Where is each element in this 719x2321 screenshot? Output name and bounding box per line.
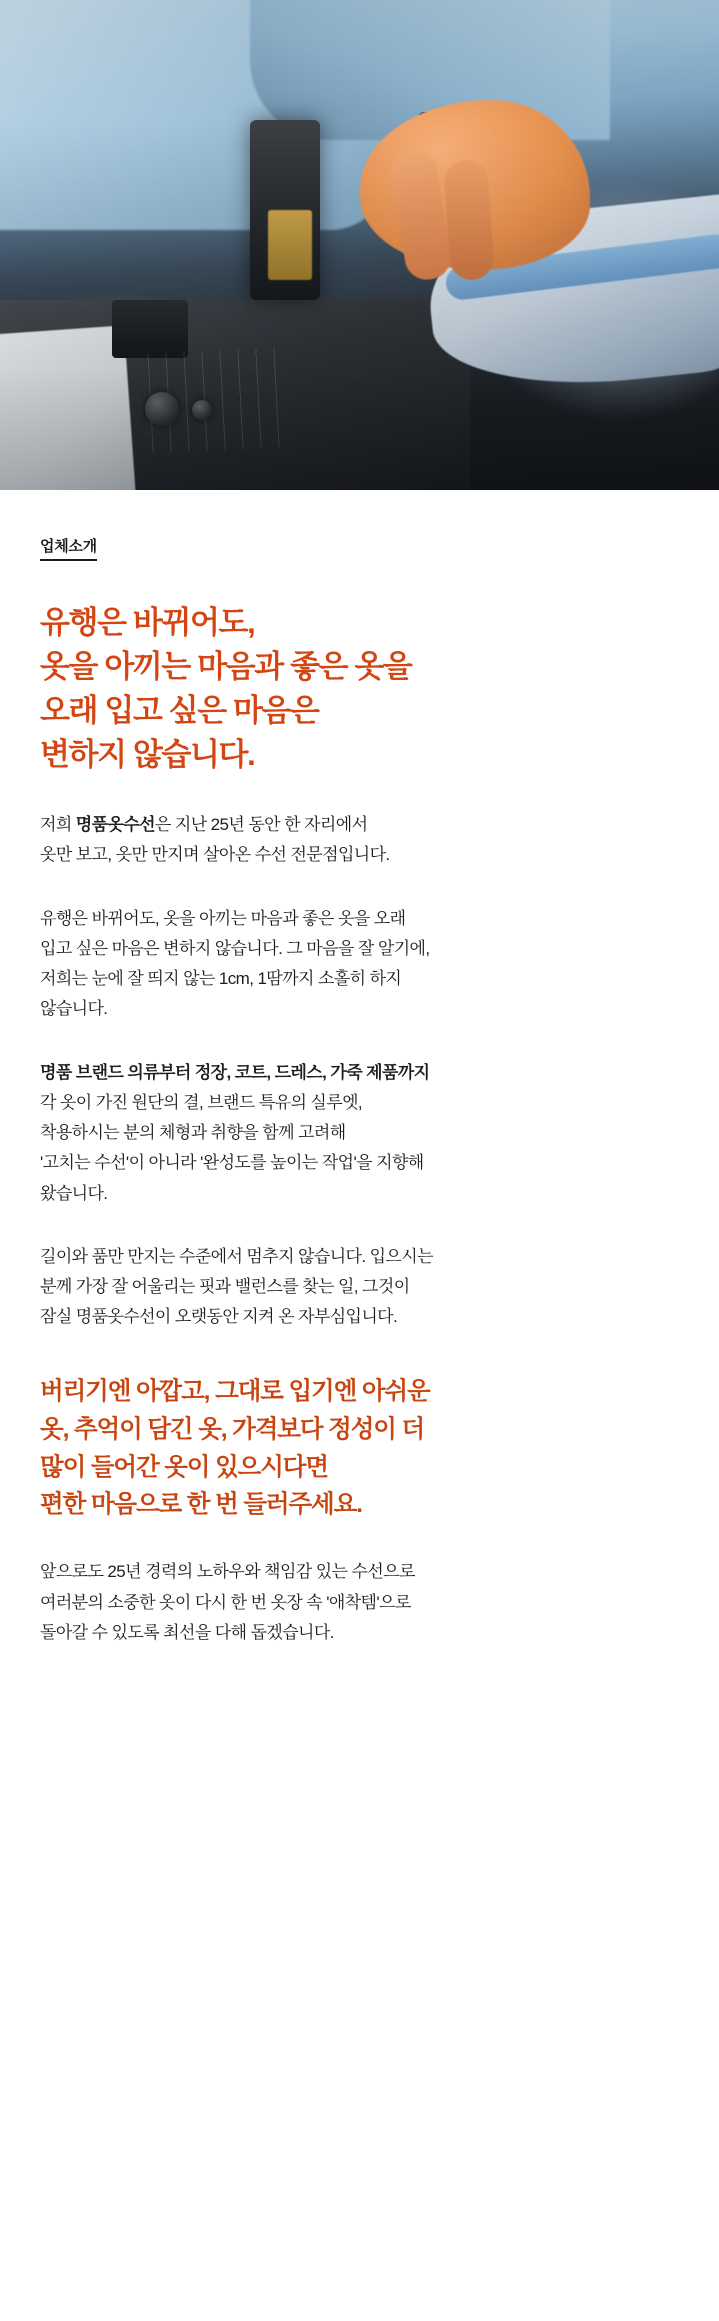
paragraph-mind — [40, 904, 679, 1025]
paragraph-mind-line-4: 않습니다. — [40, 999, 108, 1019]
paragraph-closing-line-1: 앞으로도 25년 경력의 노하우와 책임감 있는 수선으로 — [40, 1562, 415, 1582]
paragraph-scope-line-1 — [40, 1058, 679, 1088]
page-headline — [40, 601, 679, 777]
section-label: 업체소개 — [40, 536, 97, 561]
paragraph-mind-line-2: 입고 싶은 마음은 변하지 않습니다. 그 마음을 잘 알기에, — [40, 938, 430, 958]
headline-line-2: 옷을 아끼는 마음과 좋은 옷을 — [40, 649, 412, 685]
hero-image — [0, 0, 719, 490]
paragraph-mind-line-3: 저희는 눈에 잘 띄지 않는 1cm, 1땀까지 소홀히 하지 — [40, 969, 402, 989]
paragraph-pride-line-2: 분께 가장 잘 어울리는 핏과 밸런스를 찾는 일, 그것이 — [40, 1277, 410, 1297]
paragraph-scope-line-5: 왔습니다. — [40, 1183, 108, 1203]
page-subheadline — [40, 1373, 679, 1525]
paragraph-intro-line-1: 저희 명품옷수선은 지난 25년 동안 한 자리에서 — [40, 815, 368, 835]
subhead-line-4: 편한 마음으로 한 번 들러주세요. — [40, 1491, 362, 1519]
paragraph-intro — [40, 810, 679, 871]
hero-vignette — [0, 0, 719, 490]
subhead-line-2: 옷, 추억이 담긴 옷, 가격보다 정성이 더 — [40, 1415, 425, 1443]
headline-line-3: 오래 입고 싶은 마음은 — [40, 693, 319, 729]
paragraph-closing — [40, 1557, 679, 1648]
paragraph-closing-line-2: 여러분의 소중한 옷이 다시 한 번 옷장 속 '애착템'으로 — [40, 1592, 411, 1612]
subhead-line-3: 많이 들어간 옷이 있으시다면 — [40, 1453, 328, 1481]
paragraph-scope-line-3: 착용하시는 분의 체형과 취향을 함께 고려해 — [40, 1123, 346, 1143]
headline-line-4: 변하지 않습니다. — [40, 737, 255, 773]
paragraph-pride-line-3: 잠실 명품옷수선이 오랫동안 지켜 온 자부심입니다. — [40, 1307, 398, 1327]
paragraph-closing-line-3: 돌아갈 수 있도록 최선을 다해 돕겠습니다. — [40, 1622, 334, 1642]
paragraph-scope — [40, 1058, 679, 1209]
paragraph-scope-line-4: '고치는 수선'이 아니라 '완성도를 높이는 작업'을 지향해 — [40, 1153, 424, 1173]
paragraph-scope-line-2: 각 옷이 가진 원단의 결, 브랜드 특유의 실루엣, — [40, 1092, 363, 1112]
content-body — [0, 490, 719, 1648]
headline-line-1: 유행은 바뀌어도, — [40, 605, 255, 640]
paragraph-intro-line-2: 옷만 보고, 옷만 만지며 살아온 수선 전문점입니다. — [40, 845, 390, 865]
paragraph-pride-line-1: 길이와 품만 만지는 수준에서 멈추지 않습니다. 입으시는 — [40, 1246, 433, 1266]
paragraph-mind-line-1: 유행은 바뀌어도, 옷을 아끼는 마음과 좋은 옷을 오래 — [40, 908, 406, 928]
subhead-line-1: 버리기엔 아깝고, 그대로 입기엔 아쉬운 — [40, 1377, 430, 1405]
scope-bold-line: 명품 브랜드 의류부터 정장, 코트, 드레스, 가죽 제품까지 — [40, 1062, 430, 1082]
brand-name: 명품옷수선 — [75, 815, 155, 835]
paragraph-pride — [40, 1242, 679, 1333]
